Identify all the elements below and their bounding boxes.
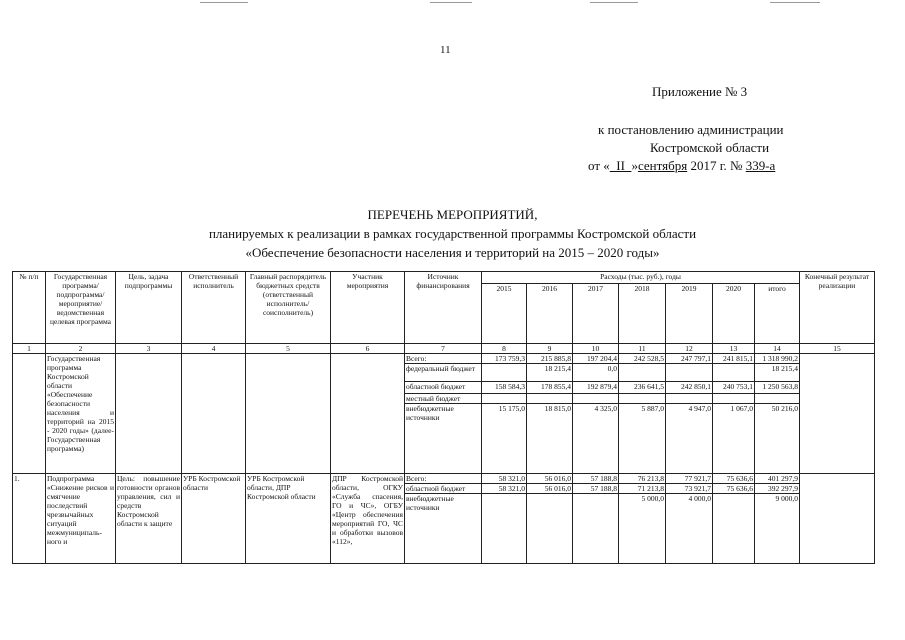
col-number: 9 [527,344,573,354]
value-cell: 4 000,0 [666,494,713,564]
col-number: 14 [755,344,800,354]
value-cell: 56 016,0 [527,474,573,484]
value-cell: 15 175,0 [482,404,527,474]
subprogram-participant: ДПР Костромской области, ОГКУ «Служба спасения, ГО и ЧС», ОГБУ «Центр обеспечения мероприятий ГО, ЧС и обработки вызовов «112», [331,474,405,564]
source-label: Всего: [405,474,482,484]
col-number: 13 [713,344,755,354]
table-row [13,474,875,484]
value-cell [573,494,619,564]
value-cell: 4 325,0 [573,404,619,474]
date-prefix: от « [588,158,610,173]
document-number: 339-а [745,158,776,173]
total-cell: 392 297,9 [755,484,800,494]
date-day: II [609,158,632,173]
date-mid: » [631,158,638,173]
value-cell: 76 213,8 [619,474,666,484]
header-year: 2017 [573,284,619,344]
value-cell: 236 641,5 [619,382,666,394]
value-cell: 173 759,3 [482,354,527,364]
total-cell: 1 250 563,8 [755,382,800,394]
header-year: 2016 [527,284,573,344]
value-cell [482,394,527,404]
source-label: областной бюджет [405,382,482,394]
col-number: 1 [13,344,46,354]
value-cell [482,494,527,564]
value-cell [713,364,755,382]
subprogram-result [800,474,875,564]
program-participant [331,354,405,474]
value-cell [619,394,666,404]
value-cell: 1 067,0 [713,404,755,474]
col-number: 2 [46,344,116,354]
total-cell: 1 318 990,2 [755,354,800,364]
value-cell: 0,0 [573,364,619,382]
appendix-title: Приложение № 3 [652,84,748,99]
value-cell [666,394,713,404]
date-suffix: 2017 г. № [687,158,746,173]
header-participant: Участник мероприятия [331,272,405,344]
column-numbers-row [13,344,875,354]
total-cell: 50 216,0 [755,404,800,474]
value-cell: 242 528,5 [619,354,666,364]
subprogram-name: Подпрограмма «Снижение рисков и смягчение последствий чрезвычайных ситуаций межмуниципаль-ного и [46,474,116,564]
header-expenses: Расходы (тыс. руб.), годы [482,272,800,284]
document-title: ПЕРЕЧЕНЬ МЕРОПРИЯТИЙ, [367,207,538,222]
scan-edge-mark [200,2,248,3]
header-year: 2018 [619,284,666,344]
col-number: 15 [800,344,875,354]
measures-table [12,271,875,564]
value-cell: 4 947,0 [666,404,713,474]
value-cell: 5 000,0 [619,494,666,564]
source-label: Всего: [405,354,482,364]
col-number: 4 [182,344,246,354]
value-cell: 197 204,4 [573,354,619,364]
program-result [800,354,875,474]
value-cell: 18 215,4 [527,364,573,382]
scan-edge-mark [430,2,472,3]
header-source: Источник финансирования [405,272,482,344]
program-name-title: «Обеспечение безопасности населения и территорий на 2015 – 2020 годы» [245,245,660,260]
total-cell [755,394,800,404]
subprogram-distributor: УРБ Костромской области, ДПР Костромской области [246,474,331,564]
value-cell: 240 753,1 [713,382,755,394]
page-number: 11 [440,44,451,56]
col-number: 12 [666,344,713,354]
document-subtitle: планируемых к реализации в рамках государственной программы Костромской области [208,226,697,241]
scan-edge-mark [590,2,638,3]
source-label: федеральный бюджет [405,364,482,382]
header-program: Государственная программа/ подпрограмма/ мероприятие/ ведомственная целевая программа [46,272,116,344]
subprogram-goal: Цель: повышение готовности органов управления, сил и средств Костромской области к защите [116,474,182,564]
col-number: 8 [482,344,527,354]
subprogram-number: 1. [13,474,46,564]
program-goal [116,354,182,474]
program-distributor [246,354,331,474]
source-label: внебюджетные источники [405,494,482,564]
source-label: внебюджетные источники [405,404,482,474]
value-cell: 56 016,0 [527,484,573,494]
value-cell: 178 855,4 [527,382,573,394]
value-cell: 215 885,8 [527,354,573,364]
header-result: Конечный результат реализации [800,272,875,344]
value-cell: 58 321,0 [482,484,527,494]
value-cell [619,364,666,382]
value-cell: 241 815,1 [713,354,755,364]
value-cell [527,494,573,564]
value-cell [482,364,527,382]
value-cell: 73 921,7 [666,484,713,494]
header-distributor: Главный распорядитель бюджетных средств (ответственный исполнитель/ соисполнитель) [246,272,331,344]
value-cell [666,364,713,382]
header-number: № п/п [13,272,46,344]
value-cell: 5 887,0 [619,404,666,474]
col-number: 3 [116,344,182,354]
value-cell [527,394,573,404]
total-cell: 18 215,4 [755,364,800,382]
value-cell: 77 921,7 [666,474,713,484]
value-cell: 57 188,8 [573,474,619,484]
header-year: 2020 [713,284,755,344]
value-cell: 58 321,0 [482,474,527,484]
value-cell [573,394,619,404]
value-cell: 75 636,6 [713,484,755,494]
program-name: Государственная программа Костромской области «Обеспечение безопасности населения и территорий на 2015 - 2020 годы» (далее-Государственная программа) [46,354,116,474]
value-cell: 71 213,8 [619,484,666,494]
date-month: сентября [637,158,688,173]
source-label: местный бюджет [405,394,482,404]
col-number: 11 [619,344,666,354]
col-number: 6 [331,344,405,354]
value-cell [713,394,755,404]
value-cell: 192 879,4 [573,382,619,394]
appendix-line-1: к постановлению администрации [598,122,784,137]
header-year: 2015 [482,284,527,344]
value-cell: 57 188,8 [573,484,619,494]
value-cell: 75 636,6 [713,474,755,484]
value-cell: 247 797,1 [666,354,713,364]
header-goal: Цель, задача подпрограммы [116,272,182,344]
col-number: 7 [405,344,482,354]
program-executor [182,354,246,474]
source-label: областной бюджет [405,484,482,494]
value-cell: 158 584,3 [482,382,527,394]
subprogram-executor: УРБ Костромской области [182,474,246,564]
table-row [13,354,875,364]
appendix-line-2: Костромской области [650,140,770,155]
header-year: 2019 [666,284,713,344]
value-cell: 242 850,1 [666,382,713,394]
total-cell: 9 000,0 [755,494,800,564]
appendix-date-line [588,158,775,174]
header-executor: Ответственный исполнитель [182,272,246,344]
col-number: 5 [246,344,331,354]
total-cell: 401 297,9 [755,474,800,484]
value-cell: 18 815,0 [527,404,573,474]
header-total: итого [755,284,800,344]
value-cell [713,494,755,564]
program-number [13,354,46,474]
col-number: 10 [573,344,619,354]
scan-edge-mark [770,2,820,3]
